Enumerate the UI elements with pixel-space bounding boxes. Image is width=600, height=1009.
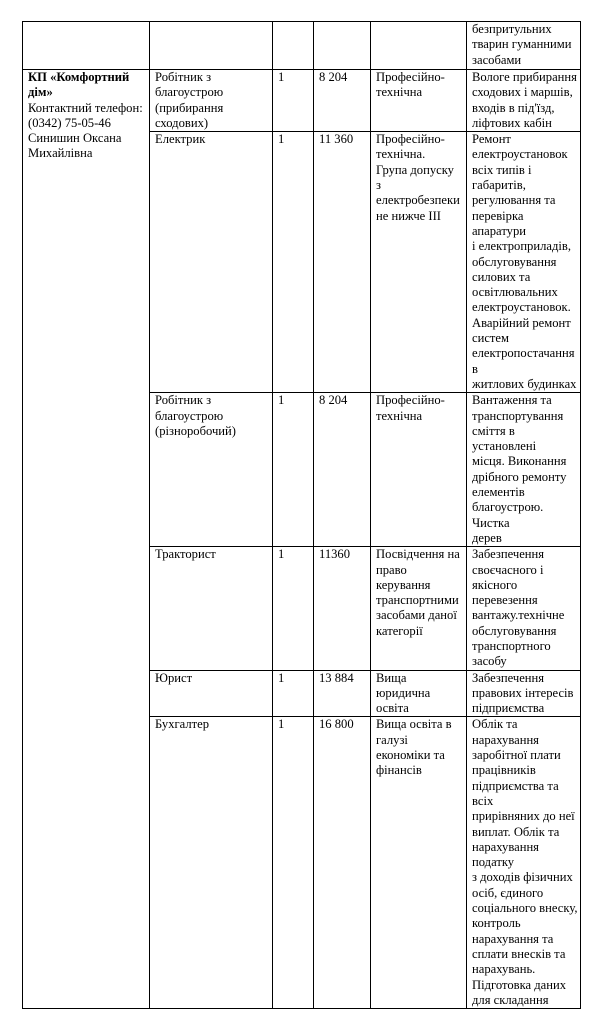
cell-count — [273, 670, 314, 717]
company-name: КП «Комфортний дім» — [28, 70, 130, 100]
contact-person: Синишин Оксана Михайлівна — [28, 131, 122, 161]
salary-text: 8 204 — [319, 393, 348, 408]
cell-position — [150, 717, 273, 1009]
cell-salary — [314, 70, 371, 132]
cell-count — [273, 717, 314, 1009]
cell-education — [371, 70, 467, 132]
cell-position — [150, 670, 273, 717]
cell-salary — [314, 670, 371, 717]
contact-phone: (0342) 75-05-46 — [28, 115, 111, 130]
duties-text: Забезпечення правових інтересів підприємства — [472, 670, 574, 716]
cell-salary — [314, 132, 371, 393]
education-text: Професійно- технічна — [376, 393, 445, 423]
cell-empty — [371, 22, 467, 70]
cell-salary — [314, 717, 371, 1009]
count-text: 1 — [278, 547, 285, 562]
cell-salary — [314, 393, 371, 547]
cell-position — [150, 70, 273, 132]
contact-label: Контактний телефон: — [28, 100, 143, 115]
cell-education — [371, 547, 467, 670]
education-text: Вища юридична освіта — [376, 670, 431, 716]
cell-empty — [150, 22, 273, 70]
duties-text: Облік та нарахування заробітної плати працівників підприємства та всіх прирівняних до неї виплат. Облік та нарахування податку з доходів фізичних осіб, єдиного соціального внеску, контроль нарахування та сплати внесків та нарахувань. Підготовка даних для складання — [472, 717, 578, 1007]
cell-count — [273, 132, 314, 393]
cell-duties — [467, 670, 581, 717]
count-text: 1 — [278, 70, 285, 84]
education-text: Вища освіта в галузі економіки та фінансів — [376, 717, 452, 778]
cell-empty — [314, 22, 371, 70]
cell-duties — [467, 393, 581, 547]
cell-duties — [467, 132, 581, 393]
salary-text: 11360 — [319, 547, 351, 562]
salary-text: 11 360 — [319, 132, 354, 147]
company-cell — [23, 70, 150, 1009]
cell-duties — [467, 22, 581, 70]
vacancy-table — [22, 21, 581, 1009]
cell-position — [150, 547, 273, 670]
cell-position — [150, 132, 273, 393]
cell-salary — [314, 547, 371, 670]
position-text: Електрик — [155, 132, 206, 147]
duties-text: Вантаження та транспортування сміття в установлені місця. Виконання дрібного ремонту елементів благоустрою. Чистка дерев — [472, 393, 567, 545]
cell-duties — [467, 70, 581, 132]
salary-text: 8 204 — [319, 70, 348, 84]
cell-empty — [23, 22, 150, 70]
salary-text: 16 800 — [319, 717, 354, 732]
position-text: Тракторист — [155, 547, 216, 562]
count-text: 1 — [278, 670, 285, 685]
position-text: Юрист — [155, 670, 193, 685]
duties-text: Вологе прибирання сходових і маршів, входів в під'їзд, ліфтових кабін — [472, 70, 577, 130]
duties-text: безпритульних тварин гуманними засобами — [472, 22, 572, 67]
count-text: 1 — [278, 393, 285, 408]
education-text: Професійно- технічна — [376, 70, 445, 100]
cell-education — [371, 393, 467, 547]
position-text: Робітник з благоустрою (прибирання сходових) — [155, 70, 224, 130]
duties-text: Ремонт електроустановок всіх типів і габаритів, регулювання та перевірка апаратури і електроприладів, обслуговування силових та освітлювальних електроустановок. Аварійний ремонт систем електропостачання в житлових будинках — [472, 132, 577, 391]
table-row-continued — [23, 22, 581, 70]
education-text: Посвідчення на право керування транспортними засобами даної категорії — [376, 547, 460, 638]
cell-position — [150, 393, 273, 547]
position-text: Робітник з благоустрою (різноробочий) — [155, 393, 236, 438]
count-text: 1 — [278, 132, 285, 147]
cell-education — [371, 670, 467, 717]
cell-count — [273, 393, 314, 547]
cell-education — [371, 717, 467, 1009]
cell-count — [273, 70, 314, 132]
cell-count — [273, 547, 314, 670]
salary-text: 13 884 — [319, 670, 354, 685]
cell-duties — [467, 717, 581, 1009]
count-text: 1 — [278, 717, 285, 732]
cell-duties — [467, 547, 581, 670]
cell-education — [371, 132, 467, 393]
table-row — [23, 70, 581, 132]
education-text: Професійно- технічна. Група допуску з електробезпеки не нижче ІІІ — [376, 132, 460, 223]
duties-text: Забезпечення своєчасного і якісного перевезення вантажу.технічне обслуговування транспортного засобу — [472, 547, 565, 669]
position-text: Бухгалтер — [155, 717, 210, 732]
cell-empty — [273, 22, 314, 70]
